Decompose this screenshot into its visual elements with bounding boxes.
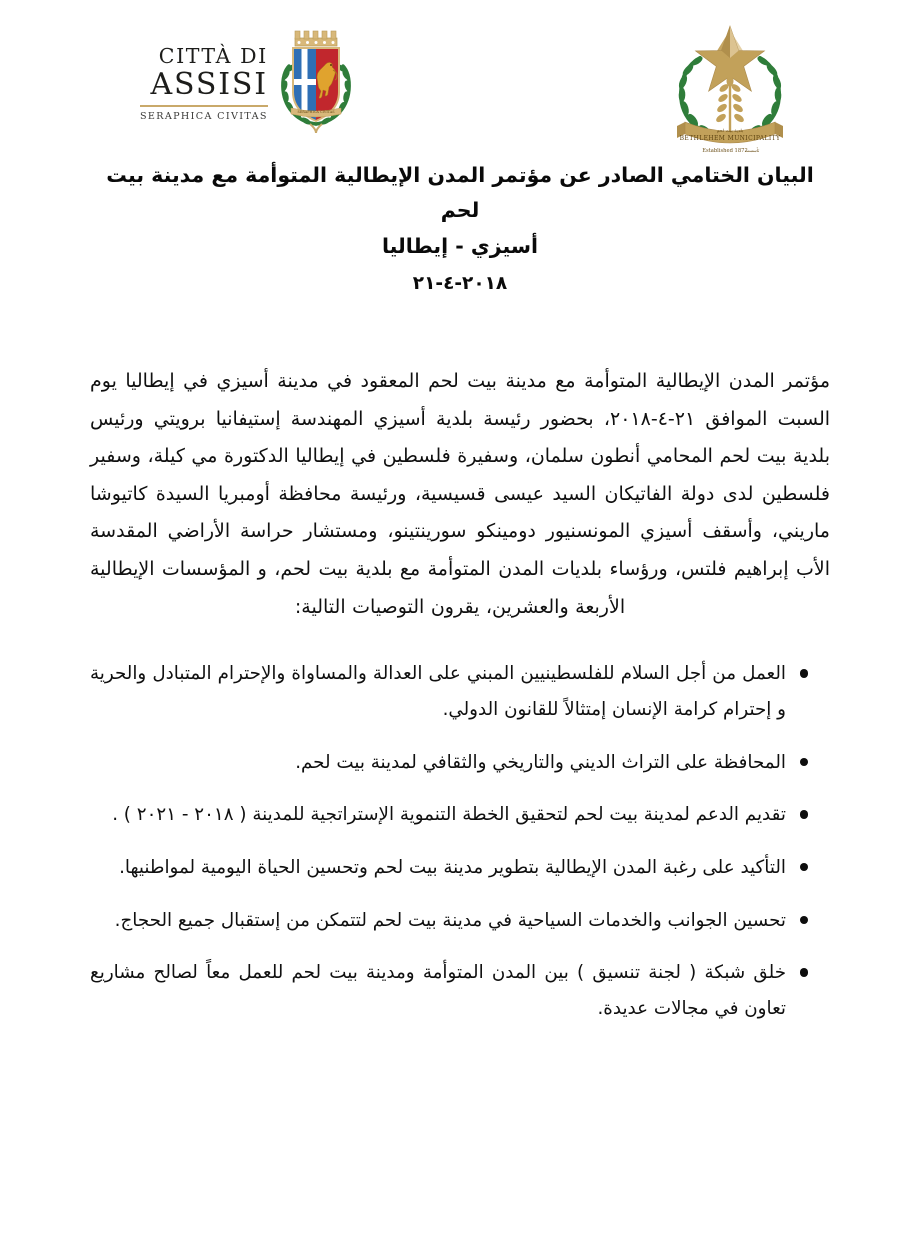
title-block xyxy=(96,158,824,301)
page-date: ٢٠١٨-٤-٢١ xyxy=(412,272,508,294)
list-item: خلق شبكة ( لجنة تنسيق ) بين المدن المتوأمة ومدينة بيت لحم للعمل معاً لصالح مشاريع تعاون في مجالات عديدة. xyxy=(90,955,808,1026)
page-title: البيان الختامي الصادر عن مؤتمر المدن الإيطالية المتوأمة مع مدينة بيت لحم xyxy=(106,163,814,223)
recommendations-list xyxy=(90,656,830,1026)
bethlehem-established-label: Established 1872 xyxy=(702,148,748,154)
assisi-motto: SERAPHICA CIVITAS xyxy=(140,111,268,122)
document-header xyxy=(0,0,920,154)
bethlehem-banner-latin: BETHLEHEM MUNICIPALITY xyxy=(679,135,781,142)
citta-di-assisi-logo xyxy=(140,26,355,138)
lead-paragraph: مؤتمر المدن الإيطالية المتوأمة مع مدينة بيت لحم المعقود في مدينة أسيزي في إيطاليا يوم السبت الموافق ٢١-٤-٢٠١٨، بحضور رئيسة بلدية أسيزي المهندسة إستيفانيا برويتي ورئيس بلدية بيت لحم المحامي أنطون سلمان، وسفيرة فلسطين في إيطاليا الدكتورة مي كيلة، وسفير فلسطين لدى دولة الفاتيكان السيد عيسى قسيسية، ورئيسة محافظة أومبريا السيدة كاتيوشا ماريني، وأسقف أسيزي المونسنيور دومينكو سورينتينو، ومستشار حراسة الأراضي المقدسة الأب إبراهيم فلتس، ورؤساء بلديات المدن المتوأمة مع بلدية بيت لحم، و المؤسسات الإيطالية الأربعة والعشرين، يقرون التوصيات التالية: xyxy=(90,369,831,618)
assisi-wordmark-line2: ASSISI xyxy=(150,66,268,102)
list-item: تقديم الدعم لمدينة بيت لحم لتحقيق الخطة التنموية الإستراتجية للمدينة ( ٢٠١٨ - ٢٠٢١ ) . xyxy=(90,797,808,833)
list-item: المحافظة على التراث الديني والتاريخي والثقافي لمدينة بيت لحم. xyxy=(90,745,808,781)
document-body xyxy=(90,363,830,1027)
bethlehem-established-arabic: تأسست xyxy=(744,149,760,154)
page-subtitle-location: أسيزي - إيطاليا xyxy=(381,233,539,258)
assisi-scroll-motto: SERAPHICA CIVITAS xyxy=(297,110,335,114)
assisi-wordmark-line1: CITTÀ DI xyxy=(158,43,268,68)
list-item: العمل من أجل السلام للفلسطينيين المبني على العدالة والمساواة والإحترام المتبادل والحرية و إحترام كرامة الإنسان إمتثالاً للقانون الدولي. xyxy=(90,656,808,727)
assisi-gold-divider xyxy=(140,105,268,107)
assisi-wordmark xyxy=(140,42,268,122)
assisi-coat-of-arms-icon xyxy=(277,26,355,138)
bethlehem-seal-icon xyxy=(655,18,805,158)
bethlehem-municipality-logo xyxy=(655,18,805,158)
bethlehem-banner-arabic: بلدية بيت لحم xyxy=(716,129,744,134)
list-item: تحسين الجوانب والخدمات السياحية في مدينة بيت لحم لتتمكن من إستقبال جميع الحجاج. xyxy=(90,903,808,939)
list-item: التأكيد على رغبة المدن الإيطالية بتطوير مدينة بيت لحم وتحسين الحياة اليومية لمواطنيها. xyxy=(90,850,808,886)
